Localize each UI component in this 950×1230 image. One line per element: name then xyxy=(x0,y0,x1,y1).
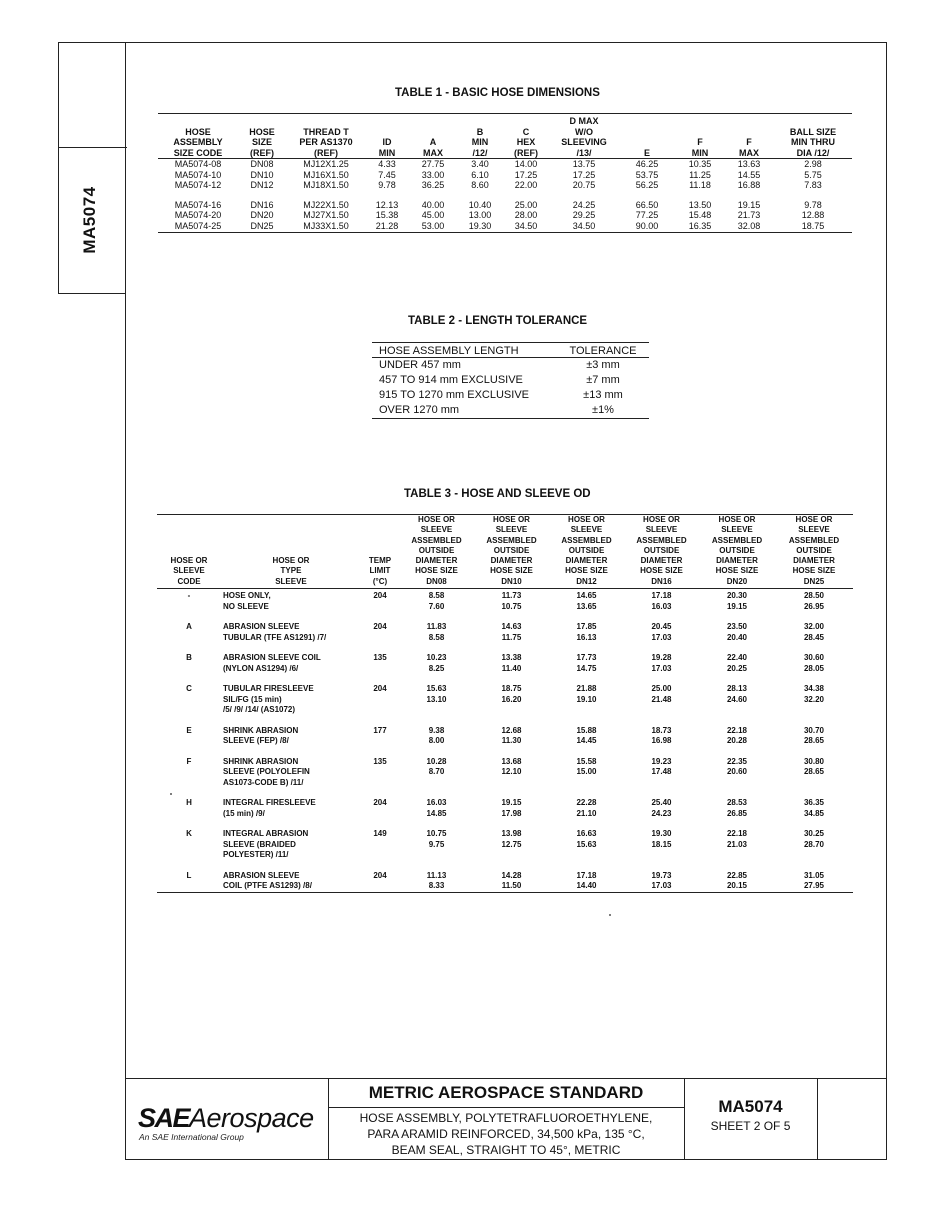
od-cell: 20.45 17.03 xyxy=(651,622,672,642)
table1-header: THREAD T PER AS1370 (REF) xyxy=(286,114,366,159)
od-cell: 28.50 26.95 xyxy=(803,591,825,611)
table1-cell: 40.00 xyxy=(421,199,445,210)
table3-header: HOSE OR SLEEVE ASSEMBLED OUTSIDE DIAMETER HOSE SIZE DN16 xyxy=(624,515,699,589)
table-row xyxy=(157,788,853,819)
table1-basic-hose-dimensions xyxy=(158,113,852,233)
od-cell: 19.15 17.98 xyxy=(501,798,522,818)
table1-cell: 12.13 xyxy=(375,199,399,210)
table1-cell: 14.55 xyxy=(737,169,761,180)
table1-cell: 16.35 xyxy=(688,220,712,231)
od-cell: 15.58 15.00 xyxy=(576,756,597,777)
od-cell: 16.63 15.63 xyxy=(576,829,597,849)
document-number: MA5074 xyxy=(718,1097,783,1116)
sae-aerospace-logo xyxy=(138,1103,314,1142)
od-cell: 17.18 16.03 xyxy=(651,591,672,611)
od-cell: 12.68 11.30 xyxy=(501,725,522,746)
table1-cell: 17.25 xyxy=(514,169,538,180)
table-row xyxy=(372,403,649,419)
od-cell: 21.88 19.10 xyxy=(576,684,597,704)
table-row xyxy=(157,589,853,613)
od-cell: 25.00 21.48 xyxy=(651,684,672,704)
table-row xyxy=(157,819,853,861)
temp-limit-cell: 204 xyxy=(373,622,387,632)
temp-limit-cell: 135 xyxy=(373,653,387,663)
od-cell: 18.73 16.98 xyxy=(651,725,672,746)
table1-cell: MA5074-16 xyxy=(174,199,222,210)
od-cell: 11.83 8.58 xyxy=(426,622,447,642)
od-cell: 14.65 13.65 xyxy=(576,591,597,611)
table2-tolerance-cell: ±3 mm xyxy=(586,359,620,371)
table1-cell: 11.18 xyxy=(689,180,711,191)
od-cell: 22.18 20.28 xyxy=(726,725,748,746)
sleeve-type-cell: HOSE ONLY, NO SLEEVE xyxy=(223,591,271,611)
temp-limit-cell: 204 xyxy=(373,870,387,880)
table1-cell: 66.50 xyxy=(635,199,659,210)
table2-tolerance-cell: ±7 mm xyxy=(586,374,620,387)
table3-header: HOSE OR SLEEVE ASSEMBLED OUTSIDE DIAMETER HOSE SIZE DN20 xyxy=(699,515,775,589)
table1-cell: 14.00 xyxy=(514,159,538,169)
table-row xyxy=(157,716,853,747)
table1-cell: 10.35 xyxy=(688,159,712,169)
table1-cell: 2.98 xyxy=(804,159,822,169)
table1-cell: 8.60 xyxy=(471,180,489,191)
sheet-number: SHEET 2 OF 5 xyxy=(710,1119,791,1133)
table1-cell: 6.10 xyxy=(471,169,489,180)
table1-cell: 3.40 xyxy=(471,159,489,169)
table1-cell: 9.78 xyxy=(804,199,822,210)
table1-header: F MAX xyxy=(724,114,774,159)
table3-header: HOSE OR SLEEVE CODE xyxy=(157,515,221,589)
table-row xyxy=(158,180,852,191)
od-cell: 14.63 11.75 xyxy=(501,622,522,642)
table3-header: HOSE OR SLEEVE ASSEMBLED OUTSIDE DIAMETER HOSE SIZE DN12 xyxy=(549,515,624,589)
od-cell: 20.30 19.15 xyxy=(726,591,748,611)
temp-limit-cell: 204 xyxy=(373,684,387,694)
table3-hose-sleeve-od xyxy=(157,514,853,893)
table2-title: TABLE 2 - LENGTH TOLERANCE xyxy=(408,315,588,327)
table-row xyxy=(157,612,853,643)
temp-limit-cell: 177 xyxy=(373,725,387,735)
od-cell: 10.28 8.70 xyxy=(426,756,447,777)
od-cell: 8.58 7.60 xyxy=(428,591,445,611)
table-row xyxy=(157,861,853,893)
table1-cell: 15.48 xyxy=(688,210,712,221)
table1-header: HOSE ASSEMBLY SIZE CODE xyxy=(158,114,238,159)
table1-cell: MA5074-12 xyxy=(174,180,222,191)
temp-limit-cell: 204 xyxy=(373,798,387,808)
table1-cell: 19.15 xyxy=(737,199,761,210)
table1-cell: 46.25 xyxy=(635,159,659,169)
od-cell: 19.28 17.03 xyxy=(651,653,672,673)
od-cell: 19.23 17.48 xyxy=(651,756,672,777)
table1-cell: DN16 xyxy=(250,199,274,210)
od-cell: 11.13 8.33 xyxy=(426,870,447,891)
table1-cell: DN12 xyxy=(250,180,274,191)
table1-cell: MJ22X1.50 xyxy=(303,199,349,210)
table1-header: D MAX W/O SLEEVING /13/ xyxy=(550,114,618,159)
table2-header-tolerance: TOLERANCE xyxy=(557,343,649,358)
table3-title: TABLE 3 - HOSE AND SLEEVE OD xyxy=(404,488,591,500)
table-row xyxy=(158,170,852,181)
table1-cell: MJ33X1.50 xyxy=(303,220,349,231)
od-cell: 28.13 24.60 xyxy=(726,684,748,704)
table1-cell: 13.00 xyxy=(468,210,492,221)
table1-cell: MJ27X1.50 xyxy=(303,210,349,221)
table2-header-length: HOSE ASSEMBLY LENGTH xyxy=(372,343,557,358)
table1-cell: 10.40 xyxy=(468,199,492,210)
od-cell: 30.60 28.05 xyxy=(803,653,825,673)
sleeve-code-cell: H xyxy=(186,798,192,808)
table1-header: B MIN /12/ xyxy=(458,114,502,159)
table2-length-cell: 915 TO 1270 mm EXCLUSIVE xyxy=(379,389,529,402)
od-cell: 25.40 24.23 xyxy=(651,798,672,818)
table1-title: TABLE 1 - BASIC HOSE DIMENSIONS xyxy=(395,87,600,99)
od-cell: 9.38 8.00 xyxy=(428,725,445,746)
table1-cell: 22.00 xyxy=(514,180,538,191)
table2-length-cell: 457 TO 914 mm EXCLUSIVE xyxy=(379,374,523,387)
table1-cell: DN20 xyxy=(250,210,274,221)
table1-cell: 7.45 xyxy=(378,169,396,180)
od-cell: 31.05 27.95 xyxy=(803,870,825,891)
table1-cell: 11.25 xyxy=(689,169,711,180)
table3-header: HOSE OR SLEEVE ASSEMBLED OUTSIDE DIAMETER HOSE SIZE DN25 xyxy=(775,515,853,589)
od-cell: 30.70 28.65 xyxy=(803,725,825,746)
od-cell: 22.85 20.15 xyxy=(726,870,748,891)
od-cell: 36.35 34.85 xyxy=(803,798,825,818)
sleeve-type-cell: ABRASION SLEEVE TUBULAR (TFE AS1291) /7/ xyxy=(223,622,327,642)
table1-header: ID MIN xyxy=(366,114,408,159)
sleeve-type-cell: SHRINK ABRASION SLEEVE (POLYOLEFIN AS1073-CODE B) /11/ xyxy=(223,756,310,787)
table1-cell: 36.25 xyxy=(421,180,445,191)
od-cell: 15.63 13.10 xyxy=(426,684,447,704)
table1-cell: 34.50 xyxy=(514,220,538,231)
speck xyxy=(170,793,172,795)
od-cell: 14.28 11.50 xyxy=(501,870,522,891)
table1-cell: 77.25 xyxy=(635,210,659,221)
sleeve-type-cell: INTEGRAL ABRASION SLEEVE (BRAIDED POLYESTER) /11/ xyxy=(223,829,309,860)
side-document-number: MA5074 xyxy=(80,186,99,254)
table1-cell: MJ18X1.50 xyxy=(303,180,349,191)
table1-cell: MJ12X1.25 xyxy=(303,159,349,169)
od-cell: 19.73 17.03 xyxy=(651,870,672,891)
table-row xyxy=(158,221,852,232)
od-cell: 13.68 12.10 xyxy=(501,756,522,777)
od-cell: 16.03 14.85 xyxy=(426,798,447,818)
speck xyxy=(609,914,611,916)
sleeve-code-cell: L xyxy=(186,870,192,880)
table1-header: E xyxy=(618,114,676,159)
table1-cell: 16.88 xyxy=(737,180,761,191)
sleeve-type-cell: ABRASION SLEEVE COIL (PTFE AS1293) /8/ xyxy=(223,870,312,891)
table2-tolerance-cell: ±13 mm xyxy=(583,389,623,402)
logo-aerospace: Aerospace xyxy=(189,1103,314,1133)
table1-cell: MA5074-10 xyxy=(174,169,222,180)
od-cell: 34.38 32.20 xyxy=(803,684,825,704)
standard-title: METRIC AEROSPACE STANDARD xyxy=(368,1083,644,1102)
sleeve-code-cell: A xyxy=(186,622,192,632)
sleeve-type-cell: TUBULAR FIRESLEEVE SIL/FG (15 min) /5/ /9/ /14/ (AS1072) xyxy=(223,684,314,715)
table1-cell: 4.33 xyxy=(378,159,396,169)
table2-length-cell: OVER 1270 mm xyxy=(379,404,460,417)
table1-cell: 27.75 xyxy=(421,159,445,169)
table1-cell: DN08 xyxy=(250,159,274,169)
table2-length-tolerance xyxy=(372,342,649,419)
table1-cell: 32.08 xyxy=(737,220,761,231)
sleeve-code-cell: F xyxy=(186,756,192,766)
od-cell: 19.30 18.15 xyxy=(651,829,672,849)
table1-cell: 13.75 xyxy=(572,159,596,169)
table1-header: F MIN xyxy=(676,114,724,159)
od-cell: 22.35 20.60 xyxy=(726,756,748,777)
table2-length-cell: UNDER 457 mm xyxy=(379,359,461,371)
table1-cell: DN10 xyxy=(250,169,274,180)
table1-header: BALL SIZE MIN THRU DIA /12/ xyxy=(774,114,852,159)
table1-cell: 28.00 xyxy=(514,210,538,221)
sleeve-code-cell: C xyxy=(186,684,192,694)
table-row xyxy=(157,674,853,716)
od-cell: 22.18 21.03 xyxy=(726,829,748,849)
table1-header: C HEX (REF) xyxy=(502,114,550,159)
table1-cell: 21.28 xyxy=(375,220,399,231)
table1-cell: 90.00 xyxy=(635,220,659,231)
od-cell: 17.18 14.40 xyxy=(576,870,597,891)
table1-cell: 18.75 xyxy=(801,220,825,231)
od-cell: 10.75 9.75 xyxy=(426,829,447,849)
table-row xyxy=(157,643,853,674)
table1-cell: 34.50 xyxy=(572,220,596,231)
od-cell: 30.80 28.65 xyxy=(803,756,825,777)
table1-cell: 15.38 xyxy=(375,210,399,221)
od-cell: 22.28 21.10 xyxy=(576,798,597,818)
table1-cell: MJ16X1.50 xyxy=(303,169,349,180)
temp-limit-cell: 149 xyxy=(373,829,387,839)
sleeve-code-cell: K xyxy=(186,829,192,839)
logo-sae: SAE xyxy=(138,1103,190,1133)
temp-limit-cell: 135 xyxy=(373,756,387,766)
table2-tolerance-cell: ±1% xyxy=(592,404,614,417)
od-cell: 15.88 14.45 xyxy=(576,725,597,746)
table1-header: HOSE SIZE (REF) xyxy=(238,114,286,159)
od-cell: 11.73 10.75 xyxy=(501,591,522,611)
od-cell: 22.40 20.25 xyxy=(726,653,748,673)
sleeve-code-cell: - xyxy=(187,591,191,601)
od-cell: 32.00 28.45 xyxy=(803,622,825,642)
table1-cell: 12.88 xyxy=(801,210,825,221)
temp-limit-cell: 204 xyxy=(373,591,387,601)
table-row xyxy=(158,210,852,221)
table3-header: HOSE OR SLEEVE ASSEMBLED OUTSIDE DIAMETER HOSE SIZE DN10 xyxy=(474,515,549,589)
table1-cell: 53.75 xyxy=(635,169,659,180)
table-row xyxy=(372,373,649,388)
table1-cell: MA5074-25 xyxy=(174,220,222,231)
table1-cell: 53.00 xyxy=(421,220,445,231)
table1-cell: 33.00 xyxy=(421,169,445,180)
sleeve-code-cell: B xyxy=(186,653,192,663)
table-row xyxy=(158,159,852,170)
table-row xyxy=(372,388,649,403)
table1-cell: MA5074-08 xyxy=(174,159,222,169)
od-cell: 13.98 12.75 xyxy=(501,829,522,849)
sleeve-code-cell: E xyxy=(186,725,192,735)
od-cell: 17.85 16.13 xyxy=(576,622,597,642)
side-tab-box xyxy=(58,42,126,294)
table1-cell: MA5074-20 xyxy=(174,210,222,221)
table1-cell: 24.25 xyxy=(572,199,596,210)
table1-cell: 20.75 xyxy=(572,180,596,191)
table1-cell: 25.00 xyxy=(514,199,538,210)
table3-header: HOSE OR SLEEVE ASSEMBLED OUTSIDE DIAMETER HOSE SIZE DN08 xyxy=(399,515,474,589)
od-cell: 28.53 26.85 xyxy=(726,798,748,818)
table1-cell: 19.30 xyxy=(468,220,492,231)
od-cell: 10.23 8.25 xyxy=(426,653,447,673)
logo-subtitle: An SAE International Group xyxy=(139,1132,244,1142)
table1-cell: 13.50 xyxy=(688,199,712,210)
standard-description: HOSE ASSEMBLY, POLYTETRAFLUOROETHYLENE, PARA ARAMID REINFORCED, 34,500 kPa, 135 °C, BEAM SEAL, STRAIGHT TO 45°, METRIC xyxy=(359,1111,653,1157)
od-cell: 18.75 16.20 xyxy=(501,684,522,704)
table3-header: HOSE OR TYPE SLEEVE xyxy=(221,515,361,589)
table1-cell: 5.75 xyxy=(804,169,822,180)
od-cell: 30.25 28.70 xyxy=(803,829,825,849)
table-row xyxy=(158,191,852,211)
table1-cell: 29.25 xyxy=(572,210,596,221)
od-cell: 23.50 20.40 xyxy=(726,622,748,642)
od-cell: 17.73 14.75 xyxy=(576,653,597,673)
table-row xyxy=(372,358,649,374)
od-cell: 13.38 11.40 xyxy=(501,653,522,673)
sleeve-type-cell: ABRASION SLEEVE COIL (NYLON AS1294) /6/ xyxy=(223,653,321,673)
table1-cell: 13.63 xyxy=(737,159,761,169)
table1-cell: 17.25 xyxy=(572,169,596,180)
table-row xyxy=(157,747,853,789)
table1-cell: 21.73 xyxy=(737,210,761,221)
table1-cell: 7.83 xyxy=(804,180,822,191)
table1-cell: 56.25 xyxy=(635,180,659,191)
table1-header: A MAX xyxy=(408,114,458,159)
table1-cell: DN25 xyxy=(250,220,274,231)
sleeve-type-cell: INTEGRAL FIRESLEEVE (15 min) /9/ xyxy=(223,798,316,818)
sleeve-type-cell: SHRINK ABRASION SLEEVE (FEP) /8/ xyxy=(223,725,299,746)
table3-header: TEMP LIMIT (°C) xyxy=(361,515,399,589)
table1-cell: 9.78 xyxy=(378,180,396,191)
table1-cell: 45.00 xyxy=(421,210,445,221)
